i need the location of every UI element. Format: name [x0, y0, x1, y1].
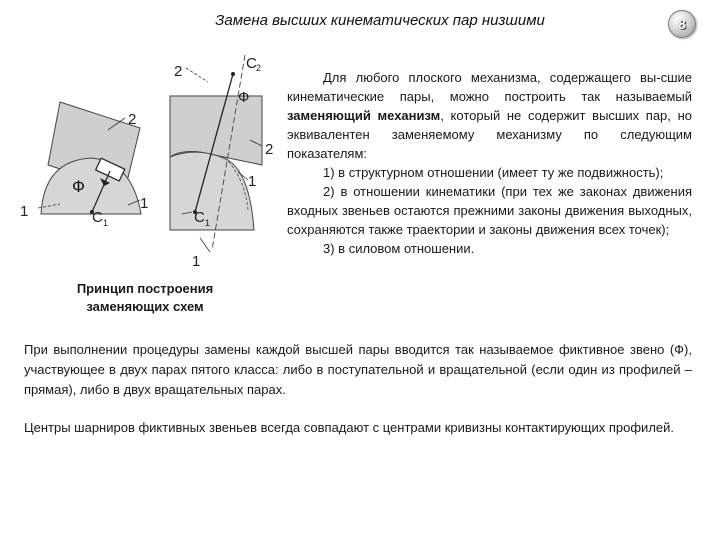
paragraph-hinge-centers: Центры шарниров фиктивных звеньев всегда совпадают с центрами кривизны контактирующих профилей.	[24, 420, 675, 435]
figure-caption-line2: заменяющих схем	[86, 299, 204, 314]
left-label-2: 2	[128, 111, 137, 128]
page-number-badge: 8	[668, 10, 696, 38]
intro-item-3: 3) в силовом отношении.	[323, 241, 475, 256]
right-label-phi: Ф	[238, 89, 250, 106]
figure-caption-line1: Принцип построения	[76, 281, 214, 296]
right-leader-1-bottom	[200, 238, 210, 252]
right-label-1-bottom: 1	[192, 253, 201, 270]
right-label-2-side: 2	[265, 141, 274, 158]
right-center-c2	[231, 72, 235, 76]
left-scheme	[20, 102, 148, 228]
right-label-c1: C	[194, 209, 205, 226]
right-scheme	[170, 55, 273, 270]
paragraph-fictitious-link: При выполнении процедуры замены каждой высшей пары вводится так называемое фиктивное звено (Ф), участвующее в двух парах пятого класса: либо в поступательной и вращательной (если один из профилей – прямая), либо в двух вращательных парах.	[24, 342, 692, 397]
left-label-1b: 1	[140, 195, 149, 212]
replacement-scheme-diagram	[0, 40, 290, 280]
slide-title: Замена высших кинематических пар низшими	[215, 12, 545, 29]
intro-paragraph	[287, 68, 692, 163]
figure-caption	[50, 280, 240, 316]
right-label-c2: C	[246, 55, 257, 72]
left-label-c1: C	[92, 209, 103, 226]
intro-term: заменяющий механизм	[287, 108, 441, 123]
left-label-phi: Ф	[72, 177, 85, 196]
left-label-c1-sub: 1	[103, 218, 109, 228]
intro-item-1: 1) в структурном отношении (имеет ту же подвижность);	[323, 165, 664, 180]
right-label-2-top: 2	[174, 63, 183, 80]
right-label-c1-sub: 1	[205, 218, 211, 228]
intro-item-2: 2) в отношении кинематики (при тех же законах движения входных звеньев остаются прежними законы движения выходных, сохраняются также траектории и законы движения всех точек);	[287, 184, 692, 237]
left-label-1: 1	[20, 203, 29, 220]
right-label-c2-sub: 2	[256, 63, 262, 73]
intro-text-block	[287, 68, 692, 258]
right-label-1-mid: 1	[248, 173, 257, 190]
right-leader-2-top	[186, 68, 208, 82]
intro-sentence-after: , который не содержит высших пар, но эквивалентен заменяемому механизму по следующим показателям:	[287, 108, 692, 161]
intro-sentence-before: Для любого плоского механизма, содержащего вы-сшие кинематические пары, можно построить так называемый	[287, 70, 692, 104]
right-link1-body	[170, 152, 257, 230]
